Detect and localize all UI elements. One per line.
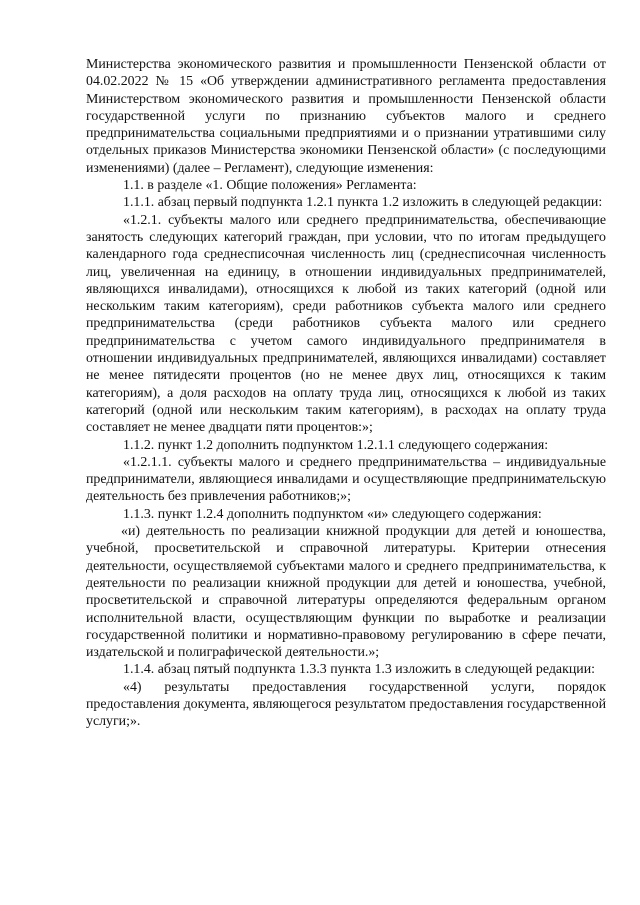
- document-page: [86, 56, 606, 731]
- paragraph-1-1-1: 1.1.1. абзац первый подпункта 1.2.1 пункта 1.2 изложить в следующей редакции:: [123, 195, 603, 211]
- paragraph-4-quote: «4) результаты предоставления государственной услуги, порядок предоставления документа, являющегося результатом предоставления государственной услуги;».: [86, 679, 606, 730]
- paragraph-1-2-1-quote: «1.2.1. субъекты малого или среднего предпринимательства, обеспечивающие занятость следующих категорий граждан, при условии, что по итогам предыдущего календарного года среднесписочная численность лиц (среднесписочная численность лиц, увеличенная на единицу, в отношении индивидуальных предпринимателей, являющихся инвалидами), относящихся к любой из таких категорий (одной или нескольким таким категориям), среди работников субъекта малого или среднего предпринимательства (среди работников субъекта малого или среднего предпринимательства с учетом самого индивидуального предпринимателя в отношении индивидуальных предпринимателей, являющихся инвалидами) составляет не менее пятидесяти процентов (но не менее двух лиц, относящихся к таким категориям), а доля расходов на оплату труда лиц, относящихся к любой из таких категорий (одной или нескольким таким категориям), в расходах на оплату труда составляет не менее двадцати пяти процентов:»;: [86, 212, 606, 436]
- paragraph-1-1-4: 1.1.4. абзац пятый подпункта 1.3.3 пункта 1.3 изложить в следующей редакции:: [123, 662, 595, 678]
- paragraph-intro: Министерства экономического развития и промышленности Пензенской области от 04.02.2022 № 15 «Об утверждении административного регламента предоставления Министерством экономического развития и промышленности Пензенской области государственной услуги по признанию субъектов малого и среднего предпринимательства социальными предприятиями и о признании утратившими силу отдельных приказов Министерства экономики Пензенской области» (с последующими изменениями) (далее – Регламент), следующие изменения:: [86, 57, 606, 176]
- paragraph-1-1-3: 1.1.3. пункт 1.2.4 дополнить подпунктом «и» следующего содержания:: [123, 506, 542, 522]
- paragraph-1-1-2: 1.1.2. пункт 1.2 дополнить подпунктом 1.2.1.1 следующего содержания:: [123, 437, 549, 453]
- paragraph-1-2-1-1-quote: «1.2.1.1. субъекты малого и среднего предпринимательства – индивидуальные предприниматели, являющиеся инвалидами и осуществляющие предпринимательскую деятельность без привлечения работников;»;: [86, 454, 606, 505]
- paragraph-i-quote: «и) деятельность по реализации книжной продукции для детей и юношества, учебной, просветительской и справочной литературы. Критерии отнесения деятельности, осуществляемой субъектами малого и среднего предпринимательства, к деятельности по реализации книжной продукции для детей и юношества, учебной, просветительской и справочной литературы определяются федеральным органом исполнительной власти, осуществляющим функции по выработке и реализации государственной политики и нормативно-правовому регулированию в сфере печати, издательской и полиграфической деятельности.»;: [86, 524, 606, 661]
- paragraph-1-1: 1.1. в разделе «1. Общие положения» Регламента:: [123, 178, 417, 194]
